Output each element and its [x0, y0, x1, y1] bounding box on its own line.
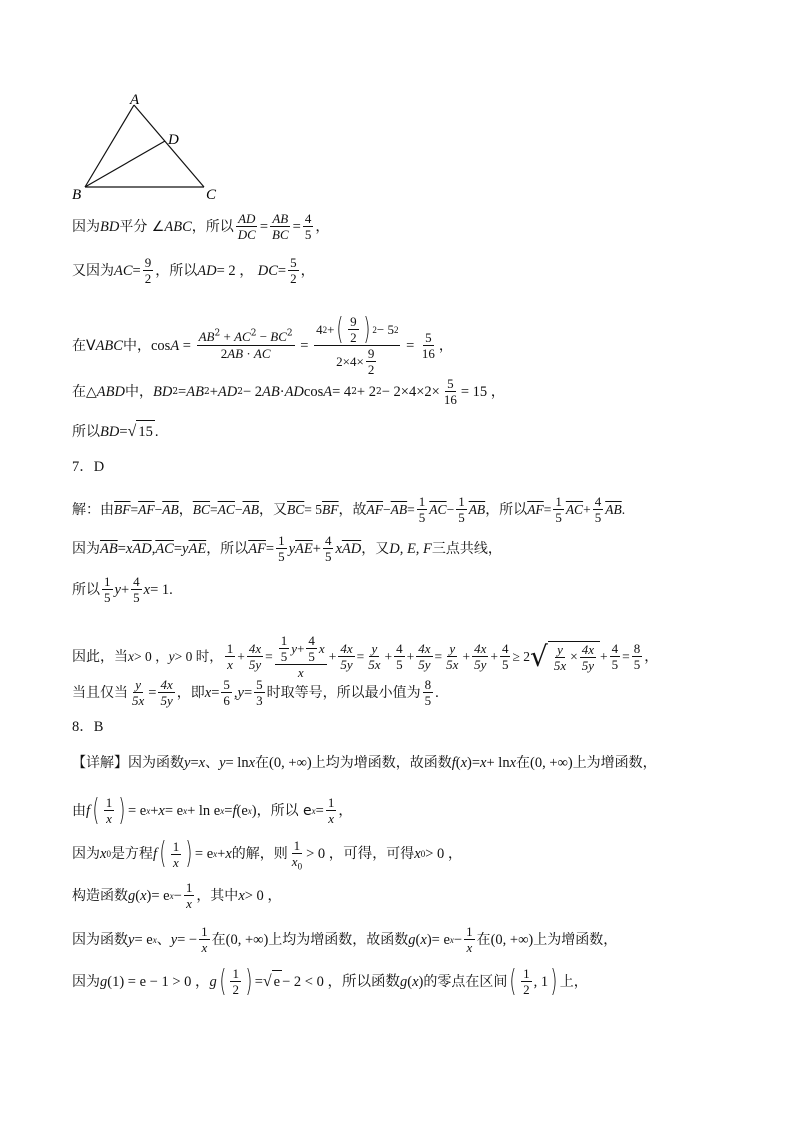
- line-ac-value: 又因为 AC = $\frac{9}{2}$ ，所以 AD = 2 ， DC = $\frac{5}{2}$ ，: [72, 255, 315, 286]
- fraction: $\frac{1}{x}$: [226, 641, 234, 672]
- label-d: D: [168, 132, 179, 148]
- line-f-reciprocal: 由 f ( $\frac{1}{x}$ ) = e x + x = e x + ln e x = f ( e x ) ，所以 e x = $\frac{1}{x}$ ，: [72, 792, 353, 828]
- fraction: $\frac{AB}{BC}$: [272, 211, 289, 242]
- fraction-big: $\frac{1}{5}$ y + $\frac{4}{5}$ x x: [275, 633, 327, 680]
- line-bd-squared: 在△ ABD 中， BD 2 = AB 2 + AD 2 − 2 AB · AD cos A = 4 2 + 2 2 − 2×4×2× $\frac{5}{16}$ = 15 ，: [72, 376, 506, 407]
- fraction: $\frac{y}{5x}$: [368, 641, 381, 672]
- fraction: $\frac{AD}{DC}$: [237, 211, 256, 242]
- fraction: $\frac{4}{5}$: [611, 641, 619, 672]
- fraction: $\frac{1}{5}$: [458, 494, 465, 525]
- fraction: $\frac{5}{6}$: [223, 677, 230, 708]
- square-root: √ 15: [128, 420, 155, 443]
- fraction: $\frac{1}{x_0}$: [291, 838, 303, 872]
- square-root: √ $\frac{y}{5x}$ × $\frac{4x}{5y}$: [530, 641, 600, 673]
- line-equality-case: 当且仅当 $\frac{y}{5x}$ = $\frac{4x}{5y}$ ，即 x = $\frac{5}{6}$ , y = $\frac{5}{3}$ 时取等号，所以最小值为 $\frac{8}{5}$ .: [72, 677, 439, 708]
- fraction: $\frac{1}{5}$: [278, 533, 285, 564]
- fraction: $\frac{4x}{5y}$: [418, 641, 431, 672]
- fraction: $\frac{1}{5}$: [418, 494, 426, 525]
- fraction-big: 4 2 + ( $\frac{9}{2}$ ) 2 − 5 2 2×4× $\frac{9}{2}$: [316, 311, 399, 377]
- line-x0-solution: 因为 x 0 是方程 f ( $\frac{1}{x}$ ) = e x + x 的解，则 $\frac{1}{x_0}$ > 0 ，可得 ，可得 x 0 > 0 ，: [72, 836, 463, 872]
- label-c: C: [206, 187, 217, 203]
- fraction: $\frac{4}{5}$: [304, 211, 312, 242]
- line-g-increasing: 因为函数 y = e x 、 y = − $\frac{1}{x}$ 在 (0, +∞) 上均为增函数，故函数 g ( x ) = e x − $\frac{1}{x}$ 在 (0, +∞) 上为增函数，: [72, 924, 618, 955]
- fraction: $\frac{4}{5}$: [324, 533, 332, 564]
- fraction: $\frac{1}{x}$: [201, 924, 208, 955]
- fraction: $\frac{AB^2 + AC^2 - BC^2}{2AB \cdot AC}$: [198, 328, 293, 361]
- line-construct-g: 构造函数 g ( x ) = e x − $\frac{1}{x}$ ，其中 x > 0 ，: [72, 880, 282, 911]
- fraction: $\frac{4x}{5y}$: [474, 641, 487, 672]
- square-root: √ e: [263, 970, 282, 993]
- fraction: $\frac{4}{5}$: [501, 641, 509, 672]
- side-ab: [85, 105, 134, 187]
- text: 平分 ∠: [119, 218, 165, 235]
- fraction: $\frac{1}{x}$: [466, 924, 473, 955]
- fraction: $\frac{9}{2}$: [144, 255, 152, 286]
- line-cos-a: 在V ABC 中， cos A = $\frac{AB^2 + AC^2 - BC^2}{2AB \cdot AC}$ = 4 2 + ( $\frac{9}{2}$ ) 2 − 5 2 2×4× $\frac{9}{2}$ = $\frac{5}{16}$ ，: [72, 311, 453, 377]
- label-a: A: [130, 92, 140, 108]
- fraction: $\frac{4}{5}$: [396, 641, 403, 672]
- fraction: $\frac{8}{5}$: [633, 641, 641, 672]
- line-vectors: 解：由 $\overline{BF}$ = $\overline{AF}$ − $\overline{AB}$ ， $\overline{BC}$ = $\overline{AC}$ − $\overline{AB}$ ，又 $\overline{BC}$ = 5 $\overline{BF}$ ，故 $\overline{AF}$ − $\overline{AB}$ = $\frac{1}{5}$ $\overline{AC}$ − $\frac{1}{5}$ $\overline{AB}$ ，所以 $\overline{AF}$ = $\frac{1}{5}$ $\overline{AC}$ + $\frac{4}{5}$ $\overline{AB}$ .: [72, 494, 626, 525]
- answer-8: 8．B: [72, 719, 104, 735]
- fraction: $\frac{5}{2}$: [290, 255, 297, 286]
- math: BD: [100, 218, 120, 235]
- fraction: $\frac{4}{5}$: [594, 494, 602, 525]
- line-bisector: 因为 BD 平分 ∠ ABC ，所以 $\frac{AD}{DC}$ = $\frac{AB}{BC}$ = $\frac{4}{5}$ ，: [72, 211, 330, 242]
- fraction: $\frac{5}{16}$: [421, 330, 435, 361]
- fraction: $\frac{5}{16}$: [443, 376, 457, 407]
- math: ABC: [164, 218, 192, 235]
- segment-bd: [85, 141, 165, 187]
- fraction: $\frac{5}{3}$: [256, 677, 263, 708]
- fraction: $\frac{4x}{5y}$: [160, 677, 173, 708]
- fraction: $\frac{1}{5}$: [555, 494, 562, 525]
- line-zero-interval: 因为 g (1) = e − 1 > 0 ， g ( $\frac{1}{2}$ ) = √ e − 2 < 0 ，所以函数 g ( x ) 的零点在区间 ( $\frac{1}{2}$ , 1 ) 上，: [72, 963, 588, 999]
- answer-7: 7．D: [72, 459, 105, 475]
- fraction: $\frac{1}{x}$: [185, 880, 193, 911]
- line-bd-result: 所以 BD = √ 15 .: [72, 420, 158, 443]
- fraction: $\frac{4x}{5y}$: [248, 641, 262, 672]
- fraction: $\frac{y}{5x}$: [132, 677, 145, 708]
- label-b: B: [72, 187, 82, 203]
- fraction: $\frac{4}{5}$: [133, 574, 140, 605]
- text: ，所以: [191, 218, 234, 235]
- line-collinear: 因为 $\overline{AB}$ = x $\overline{AD}$ , $\overline{AC}$ = y $\overline{AE}$ ，所以 $\overline{AF}$ = $\frac{1}{5}$ y $\overline{AE}$ + $\frac{4}{5}$ x $\overline{AD}$ ，又 D, E, F 三点共线，: [72, 533, 502, 564]
- fraction: $\frac{4x}{5y}$: [340, 641, 353, 672]
- fraction: $\frac{y}{5x}$: [446, 641, 459, 672]
- fraction: $\frac{1}{x}$: [327, 795, 335, 826]
- fraction: $\frac{8}{5}$: [424, 677, 432, 708]
- line-detail: 【详解】因为函数 y = x 、 y = ln x 在 (0, +∞) 上均为增函数，故函数 f ( x ) = x + ln x 在 (0, +∞) 上为增函数，: [72, 755, 657, 771]
- line-inequality: 因此，当 x > 0 ， y > 0 时， $\frac{1}{x}$ + $\frac{4x}{5y}$ = $\frac{1}{5}$ y + $\frac{4}{5}$ x x + $\frac{4x}{5y}$ = $\frac{y}{5x}$ + $\frac{4}{5}$ + $\frac{4x}{5y}$ = $\frac{y}{5x}$ + $\frac{4x}{5y}$ + $\frac{4}{5}$ ≥ 2 √ $\frac{y}{5x}$ × $\frac{4x}{5y}$ + $\frac{4}{5}$ = $\frac{8}{5}$ ，: [72, 633, 659, 680]
- text: 因为: [72, 218, 100, 235]
- fraction: $\frac{1}{5}$: [104, 574, 111, 605]
- triangle-figure: [68, 92, 228, 204]
- line-sum-one: 所以 $\frac{1}{5}$ y + $\frac{4}{5}$ x = 1.: [72, 574, 173, 605]
